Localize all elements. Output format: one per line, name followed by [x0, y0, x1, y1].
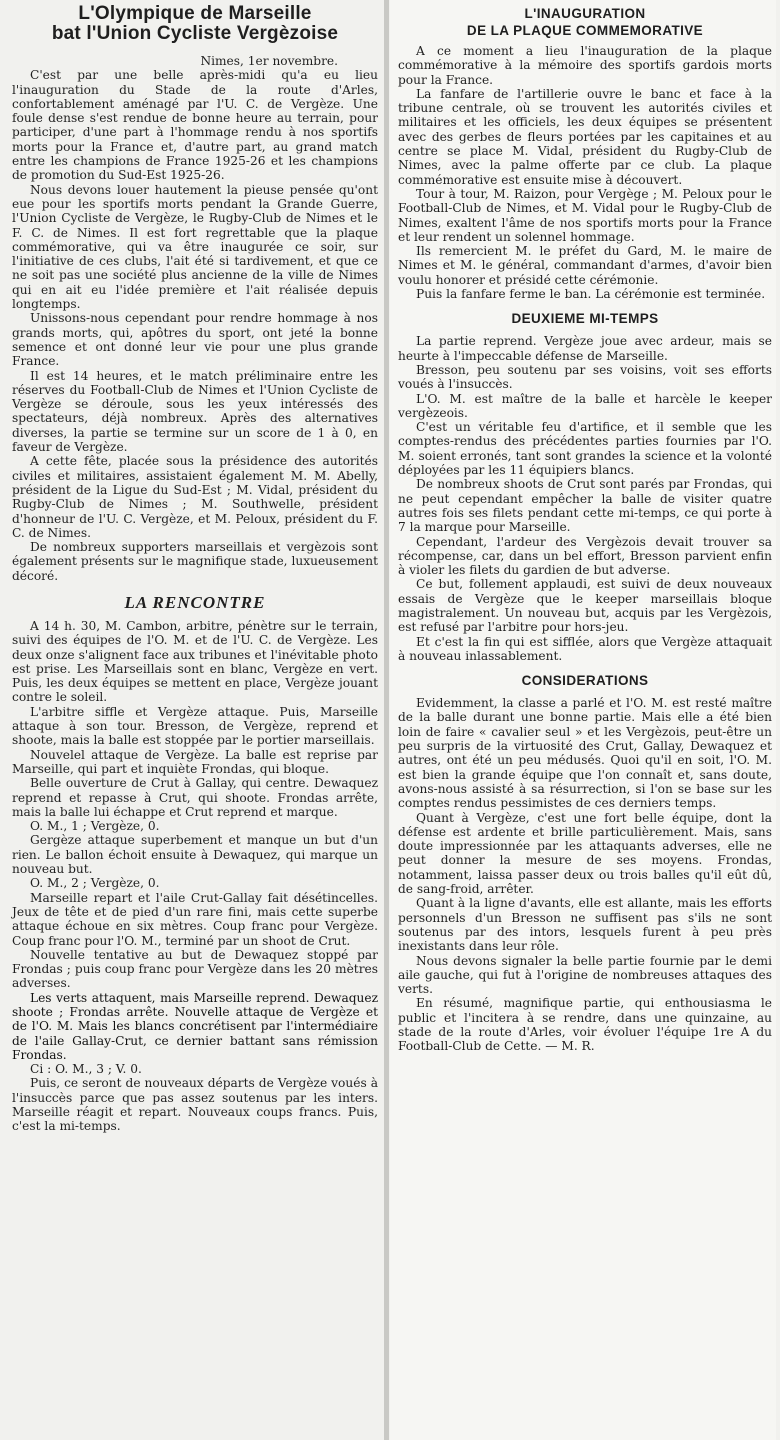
mitemps-paragraph: Ce but, follement applaudi, est suivi de deux nouveaux essais de Vergèze que le keeper marseillais bloque magistralement. Un nouveau but, acquis par les Vergèzois, est refusé par l'arbitre pour hors-jeu. — [398, 577, 772, 635]
section-heading-rencontre: LA RENCONTRE — [124, 592, 266, 612]
intro-paragraph: A cette fête, placée sous la présidence des autorités civiles et militaires, assistaient également M. M. Abelly, président de la Ligue du Sud-Est ; M. Vidal, président du Rugby-Club de Nimes ; M. Southwelle, président d'honneur de l'U. C. Vergèze, et M. Peloux, président du F. C. de Nimes. — [12, 454, 378, 540]
rencontre-paragraph: Marseille repart et l'aile Crut-Gallay fait désétincelles. Jeux de tête et de pied d'un rare fini, mais cette superbe attaque échoue en six mètres. Coup franc pour Vergèze. Coup franc pour l'O. M., terminé par un shoot de Crut. — [12, 890, 378, 948]
mitemps-paragraph: Et c'est la fin qui est sifflée, alors que Vergèze attaquait à nouveau inlassablement. — [398, 634, 772, 663]
rencontre-paragraph: Nouvelel attaque de Vergèze. La balle est reprise par Marseille, qui part et inquiète Frondas, qui bloque. — [12, 747, 378, 776]
mitemps-paragraph: La partie reprend. Vergèze joue avec ardeur, mais se heurte à l'impeccable défense de Marseille. — [398, 334, 772, 363]
mitemps-paragraph: Bresson, peu soutenu par ses voisins, voit ses efforts voués à l'insuccès. — [398, 362, 772, 392]
inauguration-article — [398, 44, 772, 301]
considerations-article — [398, 696, 772, 1053]
inauguration-paragraph: Tour à tour, M. Raizon, pour Vergège ; M. Peloux pour le Football-Club de Nimes, et M. Vidal pour le Rugby-Club de Nimes, exaltent l'âme de nos sportifs morts pour la France et leur rendent un solennel hommage. — [398, 186, 772, 244]
mitemps-article — [398, 334, 772, 663]
considerations-paragraph: En résumé, magnifique partie, qui enthousiasma le public et l'incitera à se rendre, dans une quinzaine, au stade de la route d'Arles, voir évoluer l'équipe 1re A du Football-Club de Cette. — M. R. — [398, 996, 772, 1054]
intro-paragraph: De nombreux supporters marseillais et vergèzois sont également présents sur le magnifique stade, luxueusement décoré. — [12, 540, 378, 583]
score-line: O. M., 1 ; Vergèze, 0. — [30, 819, 160, 834]
rencontre-paragraph: Nouvelle tentative au but de Dewaquez stoppé par Frondas ; puis coup franc pour Vergèze dans les 20 mètres adverses. — [12, 947, 378, 991]
considerations-paragraph: Quant à la ligne d'avants, elle est allante, mais les efforts personnels d'un Bresson ne suffisent pas s'ils ne sont soutenus par des intors, lesquels furent à peu près inexistants dans leur rôle. — [398, 896, 772, 954]
headline-line-2: bat l'Union Cycliste Vergèzoise — [51, 23, 339, 44]
rencontre-paragraph: A 14 h. 30, M. Cambon, arbitre, pénètre sur le terrain, suivi des équipes de l'O. M. et de l'U. C. de Vergèze. Les deux onze s'alignent face aux tribunes et l'inévitable photo est prise. Les Marseillais sont en blanc, Vergèze en vert. Puis, les deux équipes se mettent en place, Vergèze jouant contre le soleil. — [12, 618, 378, 705]
headline-line-1: L'Olympique de Marseille — [78, 3, 312, 24]
inauguration-title-line-2: DE LA PLAQUE COMMEMORATIVE — [466, 23, 704, 38]
mitemps-paragraph: L'O. M. est maître de la balle et harcèle le keeper vergèzeois. — [398, 391, 772, 420]
left-column — [6, 0, 382, 1440]
considerations-paragraph: Nous devons signaler la belle partie fournie par le demi aile gauche, qui fut à l'origine de nombreuses attaques des verts. — [398, 953, 772, 997]
mitemps-paragraph: C'est un véritable feu d'artifice, et il semble que les comptes-rendus des précédentes parties fournies par l'O. M. soient erronés, tant sont grandes la science et la volonté déployées par les 11 équipiers blancs. — [398, 420, 772, 478]
mitemps-paragraph: Cependant, l'ardeur des Vergèzois devait trouver sa récompense, car, dans un bel effort, Bresson parvient enfin à violer les filets du gardien de but adverse. — [398, 534, 772, 578]
dateline: Nimes, 1er novembre. — [200, 54, 338, 68]
score-line: O. M., 2 ; Vergèze, 0. — [30, 876, 160, 891]
rencontre-paragraph: Les verts attaquent, mais Marseille reprend. Dewaquez shoote ; Frondas arrête. Nouvelle attaque de Vergèze et de l'O. M. Mais les blancs concrétisent par l'intermédiaire de l'aile Gallay-Crut, ce dernier battant sans rémission Frondas. — [12, 990, 378, 1062]
intro-article — [12, 68, 378, 583]
intro-paragraph: Nous devons louer hautement la pieuse pensée qu'ont eue pour les sportifs morts pendant la Grande Guerre, l'Union Cycliste de Vergèze, le Rugby-Club de Nimes et le F. C. de Nimes. Il est fort regrettable que la plaque commémorative, qui va être inaugurée ce soir, sur l'initiative de ces clubs, l'ait été si tardivement, et que ce ne soit pas une société plus ancienne de la ville de Nimes qui en ait eu l'idée première et l'ait réalisée depuis longtemps. — [12, 182, 378, 312]
rencontre-article — [12, 619, 378, 1134]
inauguration-title-line-1: L'INAUGURATION — [524, 6, 646, 21]
inauguration-paragraph: Ils remercient M. le préfet du Gard, M. le maire de Nimes et M. le général, commandant d'armes, d'avoir bien voulu honorer et présidé cette cérémonie. — [398, 244, 772, 287]
rencontre-paragraph: Puis, ce seront de nouveaux départs de Vergèze voués à l'insuccès parce que pas assez soutenus par les inters. Marseille réagit et repart. Nouveaux coups francs. Puis, c'est la mi-temps. — [12, 1076, 378, 1134]
section-heading-mitemps: DEUXIEME MI-TEMPS — [511, 311, 659, 327]
rencontre-paragraph: Belle ouverture de Crut à Gallay, qui centre. Dewaquez reprend et repasse à Crut, qui shoote. Frondas arrête, mais la balle lui échappe et Crut reprend et marque. — [12, 776, 378, 819]
mitemps-paragraph: De nombreux shoots de Crut sont parés par Frondas, qui ne peut cependant empêcher la balle de visiter quatre autres fois ses filets pendant cette mi-temps, ce qui porte à 7 la marque pour Marseille. — [398, 477, 772, 535]
section-heading-considerations: CONSIDERATIONS — [521, 673, 649, 689]
intro-paragraph: Unissons-nous cependant pour rendre hommage à nos grands morts, qui, apôtres du sport, ont jeté la bonne semence et ont donné leur vie pour une plus grande France. — [12, 311, 378, 369]
column-gutter — [384, 0, 389, 1440]
score-line: Ci : O. M., 3 ; V. 0. — [30, 1062, 142, 1077]
rencontre-paragraph: L'arbitre siffle et Vergèze attaque. Puis, Marseille attaque à son tour. Bresson, de Vergèze, reprend et shoote, mais la balle est stoppée par le portier marseillais. — [12, 704, 378, 748]
intro-paragraph: Il est 14 heures, et le match préliminaire entre les réserves du Football-Club de Nimes et l'Union Cycliste de Vergèze se déroule, sous les yeux intéressés des spectateurs, déjà nombreux. Après des alternatives diverses, la partie se termine sur un score de 1 à 0, en faveur de Vergèze. — [12, 368, 378, 455]
considerations-paragraph: Quant à Vergèze, c'est une fort belle équipe, dont la défense est ardente et brille particulièrement. Mais, sans doute impressionnée par les attaquants adverses, elle ne peut donner la mesure de ses moyens. Frondas, notamment, laissa passer deux ou trois balles qu'il eût dû, de sang-froid, arrêter. — [398, 810, 772, 897]
considerations-paragraph: Evidemment, la classe a parlé et l'O. M. est resté maître de la balle durant une bonne partie. Mais elle a été bien loin de faire « cavalier seul » et les Vergèzois, peut-être un peu surpris de la virtuosité des Crut, Gallay, Dewaquez et autres, ont été un peu médusés. Quoi qu'il en soit, l'O. M. est bien la grande équipe que l'on connaît et, sans doute, avons-nous assisté à sa résurrection, si l'on se base sur les comptes rendus pessimistes de ces derniers temps. — [398, 696, 772, 811]
inauguration-paragraph: A ce moment a lieu l'inauguration de la plaque commémorative à la mémoire des sportifs gardois morts pour la France. — [398, 44, 772, 87]
intro-paragraph: C'est par une belle après-midi qu'a eu lieu l'inauguration du Stade de la route d'Arles, confortablement aménagé par l'U. C. de Vergèze. Une foule dense s'est rendue de bonne heure au terrain, pour participer, d'une part à l'hommage rendu à nos sportifs morts pour la France et, d'autre part, au grand match entre les champions de France 1925-26 et les champions de promotion du Sud-Est 1925-26. — [12, 68, 378, 183]
rencontre-paragraph: Gergèze attaque superbement et manque un but d'un rien. Le ballon échoit ensuite à Dewaquez, qui marque un nouveau but. — [12, 833, 378, 877]
inauguration-paragraph: La fanfare de l'artillerie ouvre le banc et face à la tribune centrale, où se trouvent les autorités civiles et militaires et les officiels, les deux équipes se présentent avec des gerbes de fleurs portées par les capitaines et au centre se place M. Vidal, président du Rugby-Club de Nimes, avec la palme offerte par ce club. La plaque commémorative est ensuite mise à découvert. — [398, 86, 772, 187]
inauguration-paragraph: Puis la fanfare ferme le ban. La cérémonie est terminée. — [416, 287, 766, 302]
right-column — [390, 0, 776, 1440]
